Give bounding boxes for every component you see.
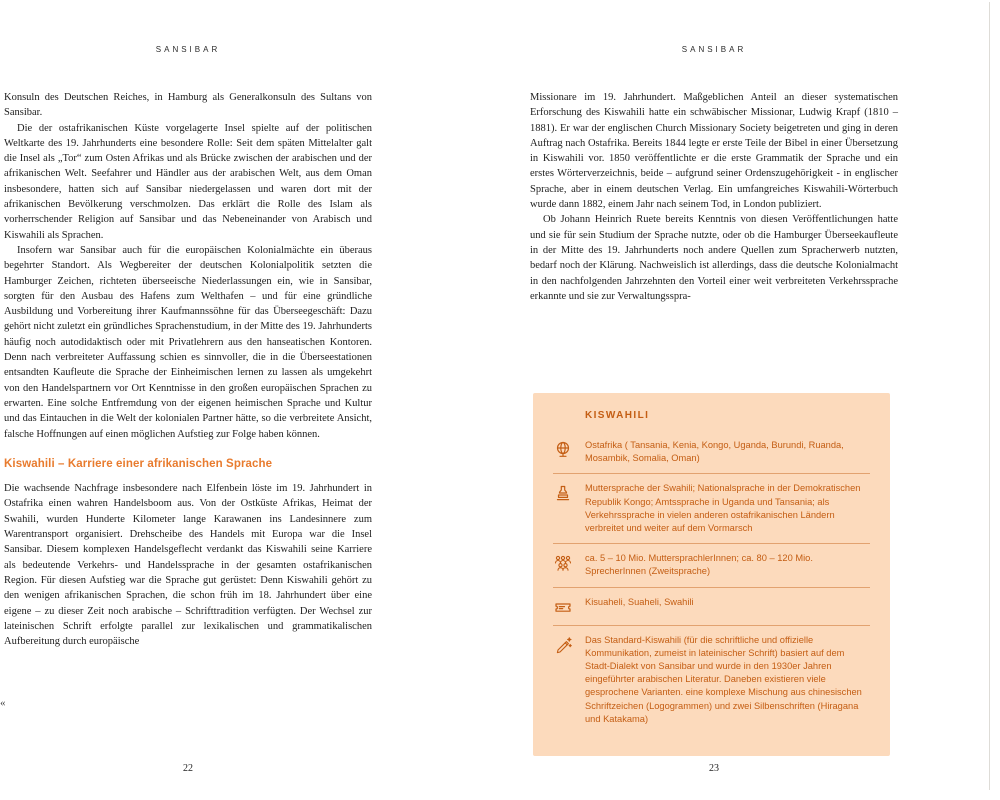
paragraph: Missionare im 19. Jahrhundert. Maßgeblichen Anteil an dieser systematischen Erforschung des Kiswahili hatte ein schwäbischer Missionar, Ludwig Krapf (1810 – 1881). Er war der englischen Church Missionary Society beigetreten und ging in deren Auftrag nach Ostafrika. Bereits 1844 legte er erste Teile der Bibel in einer Übersetzung in Kiswahili vor. 1850 veröffentlichte er die erste Grammatik der Sprache und ein erstes Wörterverzeichnis, beide – aufgrund seiner Ordenszugehörigkeit - in englischer Sprache, aber in einem deutschen Verlag. Ein umfangreiches Kiswahili-Wörterbuch wurde dann 1882, einem Jahr nach seinem Tod, in London publiziert. [530, 92, 898, 211]
stamp-icon [553, 483, 575, 503]
margin-guillemet-mark: « [0, 697, 6, 709]
paragraph: Die wachsende Nachfrage insbesondere nach Elfenbein löste im 19. Jahrhundert in Ostafrika einen wahren Handelsboom aus. Von der Ostküste Afrikas, Heimat der Swahili, wurden Hunderte Kilometer lange Karawanen ins Landesinnere zum Warentransport organisiert. Drehscheibe des Handels mit Europa war die Insel Sansibar. Diesem komplexen Handelsgeflecht verdankt das Kiswahili seine Karriere als bedeutende Verkehrs- und Handelssprache in der gesamten ostafrikanischen Region. Für diesen Aufstieg war die Sprache gut gerüstet: Denn Kiswahili gehört zu den wenigen afrikanischen Sprachen, die schon früh im 18. Jahrhundert über eine eigene – zu dieser Zeit noch arabische – Schrifttradition verfügten. Der Wechsel zur lateinischen Schrift erfolgte parallel zur lexikalischen und grammatikalischen Aufbereitung durch europäische [4, 483, 372, 648]
running-header-right: SANSIBAR [681, 45, 747, 54]
paragraph: Die der ostafrikanischen Küste vorgelagerte Insel spielte auf der politischen Weltkarte des 19. Jahrhunderts eine besondere Rolle: Seit dem späten Mittelalter galt die Insel als „Tor“ zum Osten Afrikas und als Brücke zwischen der arabischen und der afrikanischen Welt. Seefahrer und Händler aus der arabischen Welt, aus dem Oman insbesondere, hatten sich auf Sansibar niedergelassen und waren dort mit der afrikanischen Bevölkerung verschmolzen. Das erklärt die Rolle des Islam als vorherrschender Religion auf Sansibar und das Nebeneinander von Arabisch und Kiswahili als Sprachen. [4, 122, 372, 241]
running-header-left: SANSIBAR [155, 45, 221, 54]
people-group-icon [553, 553, 575, 573]
page-edge-line [989, 2, 990, 790]
pen-sparkle-icon [553, 635, 575, 655]
ticket-icon [553, 597, 575, 617]
infobox-item-region [553, 431, 870, 473]
paragraph: Konsuln des Deutschen Reiches, in Hamburg als Generalkonsuln des Sultans von Sansibar. [4, 92, 372, 119]
page-number-left: 22 [183, 763, 193, 774]
infobox-item-speakers [553, 543, 870, 586]
globe-icon [553, 440, 575, 460]
infobox-item-script [553, 625, 870, 734]
infobox-item-text: Kisuaheli, Suaheli, Swahili [585, 596, 694, 607]
left-text-column [4, 90, 372, 649]
infobox-item-text: Muttersprache der Swahili; Nationalsprache in der Demokratischen Republik Kongo; Amtssprache in Uganda und Tansania; als Verkehrssprache in vielen anderen ostafrikanischen Ländern verbreitet und weiter auf dem Vormarsch [585, 483, 861, 534]
paragraph: Insofern war Sansibar auch für die europäischen Kolonialmächte ein überaus begehrter Standort. Als Wegbereiter der deutschen Kolonialpolitik setzten die Hamburger Zeichen, richteten überseeische Niederlassungen ein, wie in Sansibar, sorgten für den Ausbau des Hafens zum Welthafen – und für eine gründliche Ausbildung und Vorbereitung ihrer Kaufmannssöhne für das Überseegeschäft: Dazu gehört nicht zuletzt ein gründliches Sprachenstudium, in der Mitte des 19. Jahrhunderts häufig noch autodidaktisch oder mit Privatlehrern aus den hanseatischen Kontoren. Denn nach verbreiteter Auffassung schien es sinnvoller, die in die Überseestationen entsandten Kaufleute die Sprache der Einheimischen lernen zu lassen als umgekehrt von den Handelspartnern vor Ort Kenntnisse in den großen europäischen Sprachen zu erwarten. Eine solche Entfremdung von der eigenen heimischen Sprache und Kultur und das Eintauchen in die Welt der kolonialen Partner hätte, so die verbreitete Ansicht, falsche Hoffnungen auf einen möglichen Aufstieg zur Folge haben können. [4, 244, 372, 440]
section-heading-kiswahili: Kiswahili – Karriere einer afrikanischen Sprache [4, 457, 273, 470]
page-number-right: 23 [709, 763, 719, 774]
infobox-item-status [553, 473, 870, 543]
infobox-item-text: ca. 5 – 10 Mio. MuttersprachlerInnen; ca. 80 – 120 Mio. SprecherInnen (Zweitsprache) [585, 553, 813, 577]
paragraph: Ob Johann Heinrich Ruete bereits Kenntnis von diesen Veröffentlichungen hatte und sie für sein Studium der Sprache nutzte, oder ob die Hamburger Überseekaufleute in der Mitte des 19. Jahrhunderts noch andere Quellen zum Spracherwerb nutzten, bedarf noch der Klärung. Nachweislich ist allerdings, dass die deutsche Kolonialmacht in den nachfolgenden Jahrzehnten den Vorteil einer weit verbreiteten Verkehrssprache erkannte und sie zur Verwaltungsspra- [530, 214, 898, 302]
infobox-item-text: Das Standard-Kiswahili (für die schriftliche und offizielle Kommunikation, zumeist in lateinischer Schrift) basiert auf dem Stadt-Dialekt von Sansibar und wurde in den 1930er Jahren eingeführter arabischen Literatur. Daneben existieren viele gesprochene Varianten. eine komplexe Mischung aus chinesischen Schriftzeichen (Logogrammen) und zwei Silbenschriften (Hiragana und Katakama) [585, 634, 862, 724]
infobox-item-text: Ostafrika ( Tansania, Kenia, Kongo, Uganda, Burundi, Ruanda, Mosambik, Somalia, Oman) [585, 440, 844, 464]
infobox-title: KISWAHILI [585, 410, 650, 421]
right-text-column [530, 90, 898, 304]
kiswahili-infobox [533, 393, 890, 756]
infobox-item-names [553, 587, 870, 625]
